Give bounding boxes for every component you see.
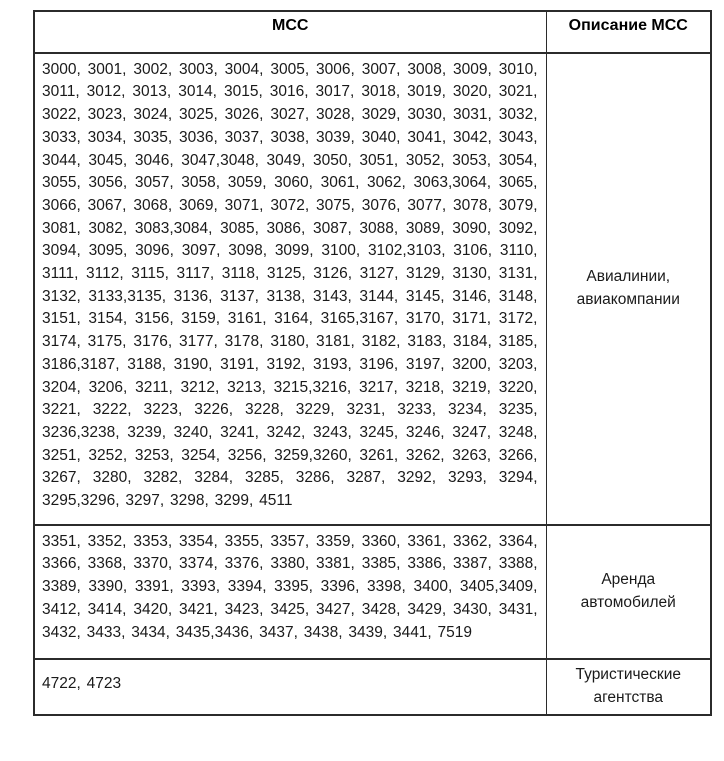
table-row-car-rental [34,525,711,660]
description-cell-travel-agencies: Туристические агентства [546,659,711,714]
header-cell-mcc: MCC [34,11,546,53]
description-cell-car-rental: Аренда автомобилей [546,525,711,660]
table-row-airlines [34,53,711,525]
description-cell-airlines: Авиалинии, авиакомпании [546,53,711,525]
codes-cell-airlines: 3000, 3001, 3002, 3003, 3004, 3005, 3006, 3007, 3008, 3009, 3010, 3011, 3012, 3013, 3014, 3015, 3016, 3017, 3018, 3019, 3020, 3021, 3022, 3023, 3024, 3025, 3026, 3027, 3028, 3029, 3030, 3031, 3032, 3033, 3034, 3035, 3036, 3037, 3038, 3039, 3040, 3041, 3042, 3043, 3044, 3045, 3046, 3047,3048, 3049, 3050, 3051, 3052, 3053, 3054, 3055, 3056, 3057, 3058, 3059, 3060, 3061, 3062, 3063,3064, 3065, 3066, 3067, 3068, 3069, 3071, 3072, 3075, 3076, 3077, 3078, 3079, 3081, 3082, 3083,3084, 3085, 3086, 3087, 3088, 3089, 3090, 3092, 3094, 3095, 3096, 3097, 3098, 3099, 3100, 3102,3103, 3106, 3110, 3111, 3112, 3115, 3117, 3118, 3125, 3126, 3127, 3129, 3130, 3131, 3132, 3133,3135, 3136, 3137, 3138, 3143, 3144, 3145, 3146, 3148, 3151, 3154, 3156, 3159, 3161, 3164, 3165,3167, 3170, 3171, 3172, 3174, 3175, 3176, 3177, 3178, 3180, 3181, 3182, 3183, 3184, 3185, 3186,3187, 3188, 3190, 3191, 3192, 3193, 3196, 3197, 3200, 3203, 3204, 3206, 3211, 3212, 3213, 3215,3216, 3217, 3218, 3219, 3220, 3221, 3222, 3223, 3226, 3228, 3229, 3231, 3233, 3234, 3235, 3236,3238, 3239, 3240, 3241, 3242, 3243, 3245, 3246, 3247, 3248, 3251, 3252, 3253, 3254, 3256, 3259,3260, 3261, 3262, 3263, 3266, 3267, 3280, 3282, 3284, 3285, 3286, 3287, 3292, 3293, 3294, 3295,3296, 3297, 3298, 3299, 4511 [34,53,546,525]
codes-cell-travel-agencies: 4722, 4723 [34,659,546,714]
table-header-row [34,11,711,53]
codes-cell-car-rental: 3351, 3352, 3353, 3354, 3355, 3357, 3359, 3360, 3361, 3362, 3364, 3366, 3368, 3370, 3374, 3376, 3380, 3381, 3385, 3386, 3387, 3388, 3389, 3390, 3391, 3393, 3394, 3395, 3396, 3398, 3400, 3405,3409, 3412, 3414, 3420, 3421, 3423, 3425, 3427, 3428, 3429, 3430, 3431, 3432, 3433, 3434, 3435,3436, 3437, 3438, 3439, 3441, 7519 [34,525,546,660]
header-cell-description: Описание MCC [546,11,711,53]
table-row-travel-agencies [34,659,711,714]
mcc-table [33,10,712,716]
